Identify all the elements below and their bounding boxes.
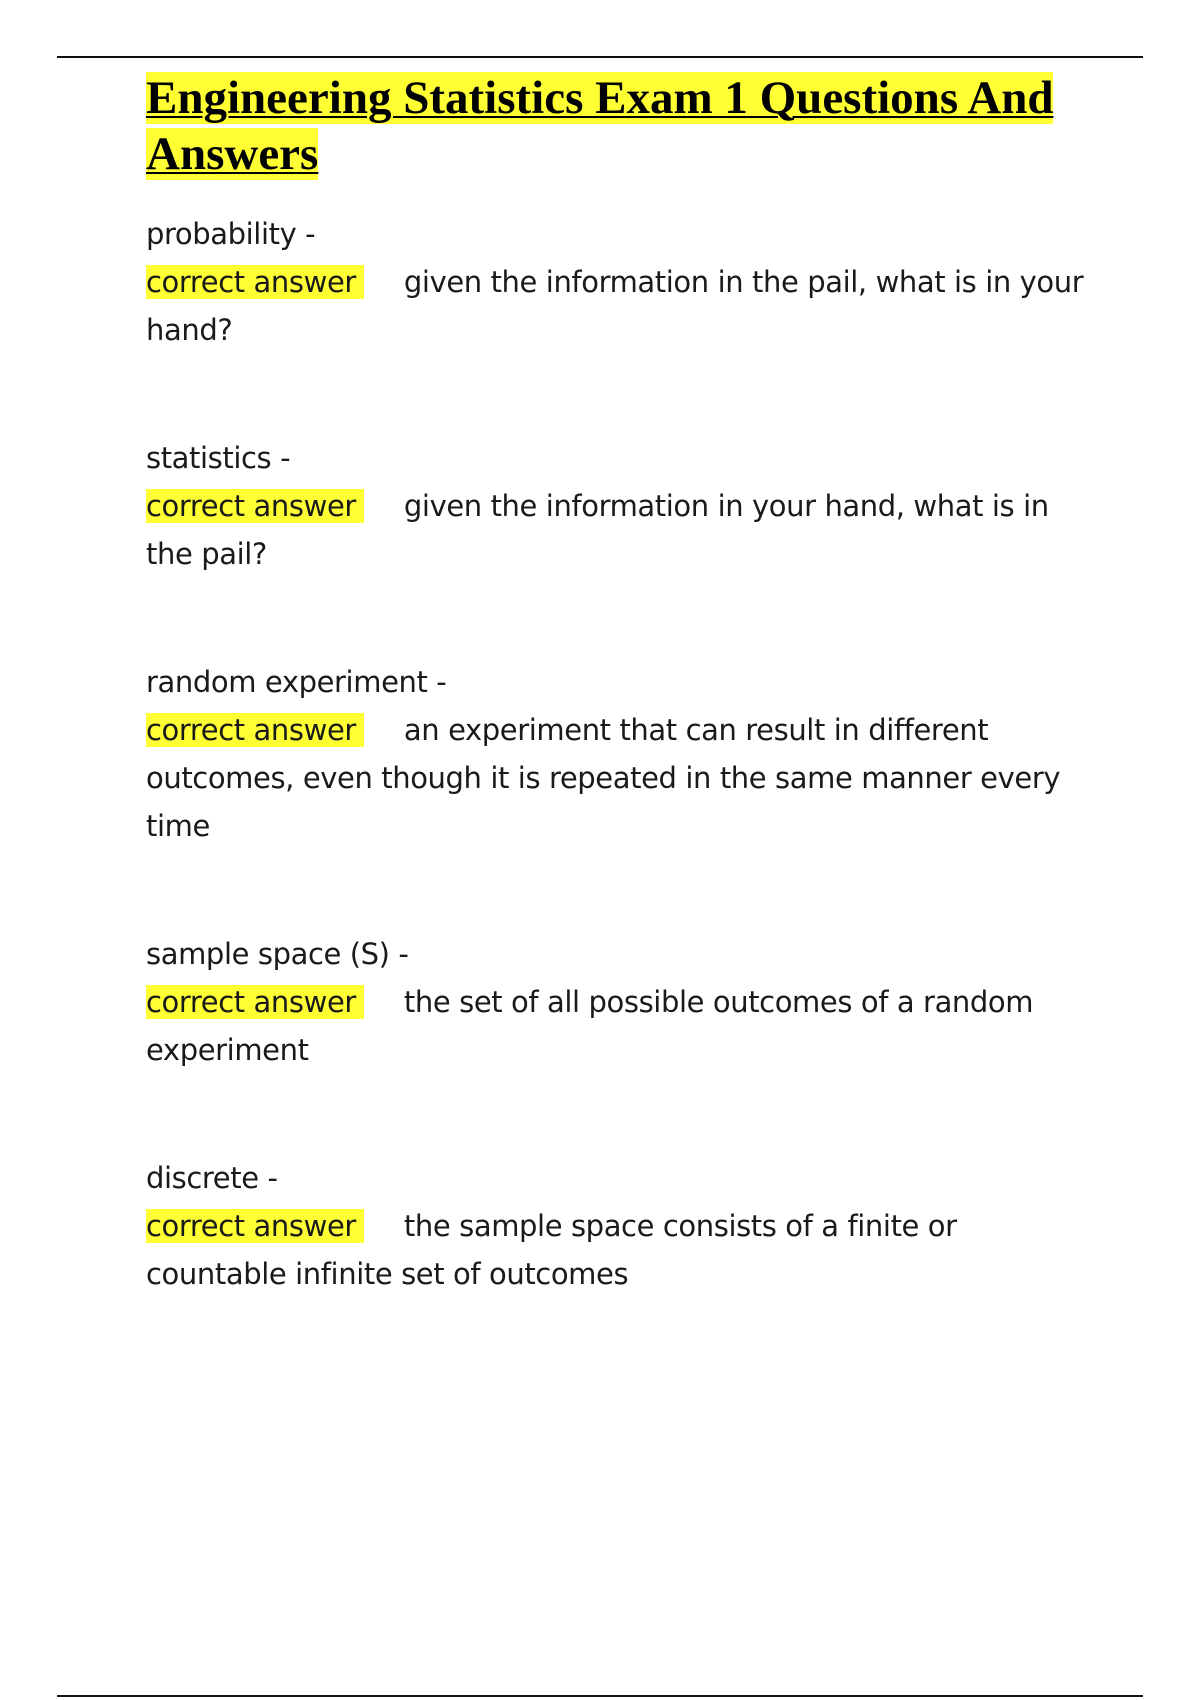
entry-answer — [146, 978, 1096, 1074]
entry-definition: given the information in your hand, what is in the pail? — [146, 489, 1049, 571]
document-page — [146, 70, 1096, 1298]
entry-term: sample space (S) - — [146, 937, 409, 971]
correct-answer-label: correct answer — [146, 1209, 364, 1243]
qa-entry-discrete — [146, 1154, 1096, 1298]
entry-term: statistics - — [146, 441, 291, 475]
footer-rule — [57, 1695, 1143, 1697]
qa-entry-probability — [146, 210, 1096, 354]
entry-answer — [146, 706, 1096, 850]
qa-entry-random-experiment — [146, 658, 1096, 850]
qa-entry-sample-space — [146, 930, 1096, 1074]
entry-definition: an experiment that can result in different outcomes, even though it is repeated in the same manner every time — [146, 713, 1061, 843]
entry-term: discrete - — [146, 1161, 278, 1195]
entry-term: probability - — [146, 217, 316, 251]
qa-list — [146, 210, 1096, 1298]
document-title — [146, 70, 1096, 182]
qa-entry-statistics — [146, 434, 1096, 578]
correct-answer-label: correct answer — [146, 265, 364, 299]
entry-definition: given the information in the pail, what is in your hand? — [146, 265, 1084, 347]
document-title-text: Engineering Statistics Exam 1 Questions And Answers — [146, 72, 1054, 180]
entry-term: random experiment - — [146, 665, 447, 699]
correct-answer-label: correct answer — [146, 713, 364, 747]
correct-answer-label: correct answer — [146, 985, 364, 1019]
entry-answer — [146, 258, 1096, 354]
header-rule — [57, 56, 1143, 58]
entry-definition: the set of all possible outcomes of a random experiment — [146, 985, 1034, 1067]
entry-definition: the sample space consists of a finite or countable infinite set of outcomes — [146, 1209, 957, 1291]
entry-answer — [146, 482, 1096, 578]
entry-answer — [146, 1202, 1096, 1298]
correct-answer-label: correct answer — [146, 489, 364, 523]
